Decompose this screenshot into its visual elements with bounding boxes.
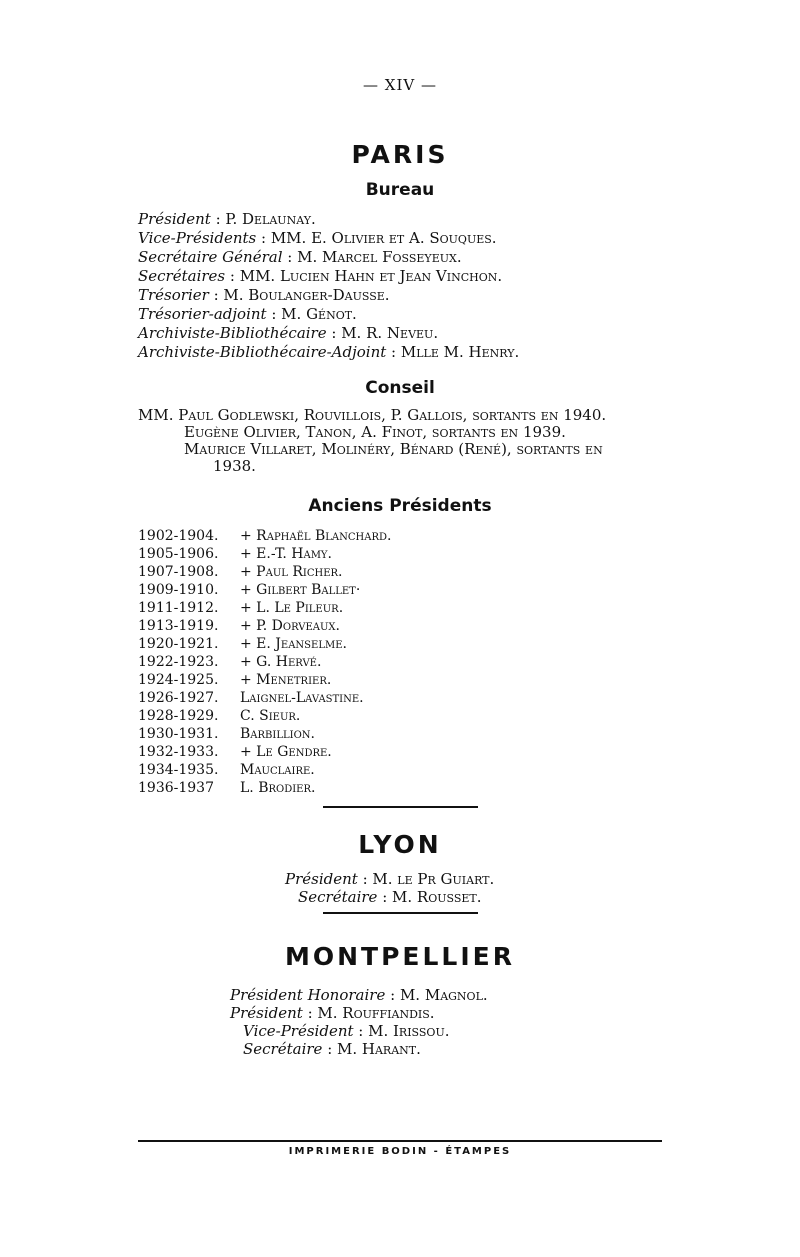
president-name: + Paul Richer. — [240, 564, 343, 580]
president-name: Laignel-Lavastine. — [240, 690, 364, 706]
term-years: 1909-1910. — [138, 582, 219, 598]
conseil-line: Eugène Olivier, Tanon, A. Finot, sortants en 1939. — [184, 423, 566, 441]
term-years: 1936-1937 — [138, 780, 214, 796]
president-name: C. Sieur. — [240, 708, 301, 724]
bureau-line: Vice-Présidents : MM. E. Olivier et A. Souques. — [138, 229, 497, 247]
section-title-montpellier: MONTPELLIER — [285, 942, 515, 971]
bureau-heading: Bureau — [365, 180, 435, 200]
section-title-lyon: LYON — [358, 830, 442, 859]
term-years: 1911-1912. — [138, 600, 219, 616]
lyon-line: Secrétaire : M. Rousset. — [298, 888, 482, 906]
president-name: + Le Gendre. — [240, 744, 332, 760]
conseil-heading: Conseil — [365, 378, 435, 398]
term-years: 1934-1935. — [138, 762, 219, 778]
president-name: + E. Jeanselme. — [240, 636, 347, 652]
bureau-line: Archiviste-Bibliothécaire : M. R. Neveu. — [138, 324, 439, 342]
president-name: + Menetrier. — [240, 672, 332, 688]
term-years: 1902-1904. — [138, 528, 219, 544]
president-name: + E.-T. Hamy. — [240, 546, 332, 562]
president-name: + P. Dorveaux. — [240, 618, 340, 634]
anciens-presidents-heading: Anciens Présidents — [308, 496, 492, 516]
page-number: — XIV — — [363, 76, 437, 94]
montpellier-line: Président : M. Rouffiandis. — [230, 1004, 435, 1022]
president-name: Mauclaire. — [240, 762, 315, 778]
term-years: 1922-1923. — [138, 654, 219, 670]
section-title-paris: PARIS — [351, 140, 449, 169]
section-divider — [323, 912, 478, 914]
montpellier-line: Secrétaire : M. Harant. — [243, 1040, 421, 1058]
president-name: + L. Le Pileur. — [240, 600, 344, 616]
term-years: 1920-1921. — [138, 636, 219, 652]
montpellier-line: Vice-Président : M. Irissou. — [243, 1022, 450, 1040]
conseil-line: Maurice Villaret, Molinéry, Bénard (René), sortants en — [184, 440, 603, 458]
bureau-line: Secrétaires : MM. Lucien Hahn et Jean Vinchon. — [138, 267, 503, 285]
footer-rule — [138, 1140, 662, 1142]
term-years: 1907-1908. — [138, 564, 219, 580]
term-years: 1930-1931. — [138, 726, 219, 742]
term-years: 1913-1919. — [138, 618, 219, 634]
term-years: 1924-1925. — [138, 672, 219, 688]
conseil-line: 1938. — [213, 457, 256, 475]
term-years: 1905-1906. — [138, 546, 219, 562]
bureau-line: Archiviste-Bibliothécaire-Adjoint : Mlle M. Henry. — [138, 343, 520, 361]
term-years: 1926-1927. — [138, 690, 219, 706]
president-name: + Gilbert Ballet· — [240, 582, 361, 598]
bureau-line: Président : P. Delaunay. — [138, 210, 316, 228]
president-name: Barbillion. — [240, 726, 315, 742]
bureau-line: Trésorier : M. Boulanger-Dausse. — [138, 286, 390, 304]
printer-imprint: IMPRIMERIE BODIN - ÉTAMPES — [288, 1146, 512, 1157]
bureau-line: Secrétaire Général : M. Marcel Fosseyeux. — [138, 248, 462, 266]
lyon-line: Président : M. le Pr Guiart. — [285, 870, 495, 888]
term-years: 1932-1933. — [138, 744, 219, 760]
term-years: 1928-1929. — [138, 708, 219, 724]
bureau-line: Trésorier-adjoint : M. Génot. — [138, 305, 357, 323]
montpellier-line: Président Honoraire : M. Magnol. — [230, 986, 488, 1004]
president-name: + G. Hervé. — [240, 654, 322, 670]
section-divider — [323, 806, 478, 808]
conseil-line: MM. Paul Godlewski, Rouvillois, P. Gallois, sortants en 1940. — [138, 406, 607, 424]
president-name: L. Brodier. — [240, 780, 316, 796]
president-name: + Raphaël Blanchard. — [240, 528, 392, 544]
